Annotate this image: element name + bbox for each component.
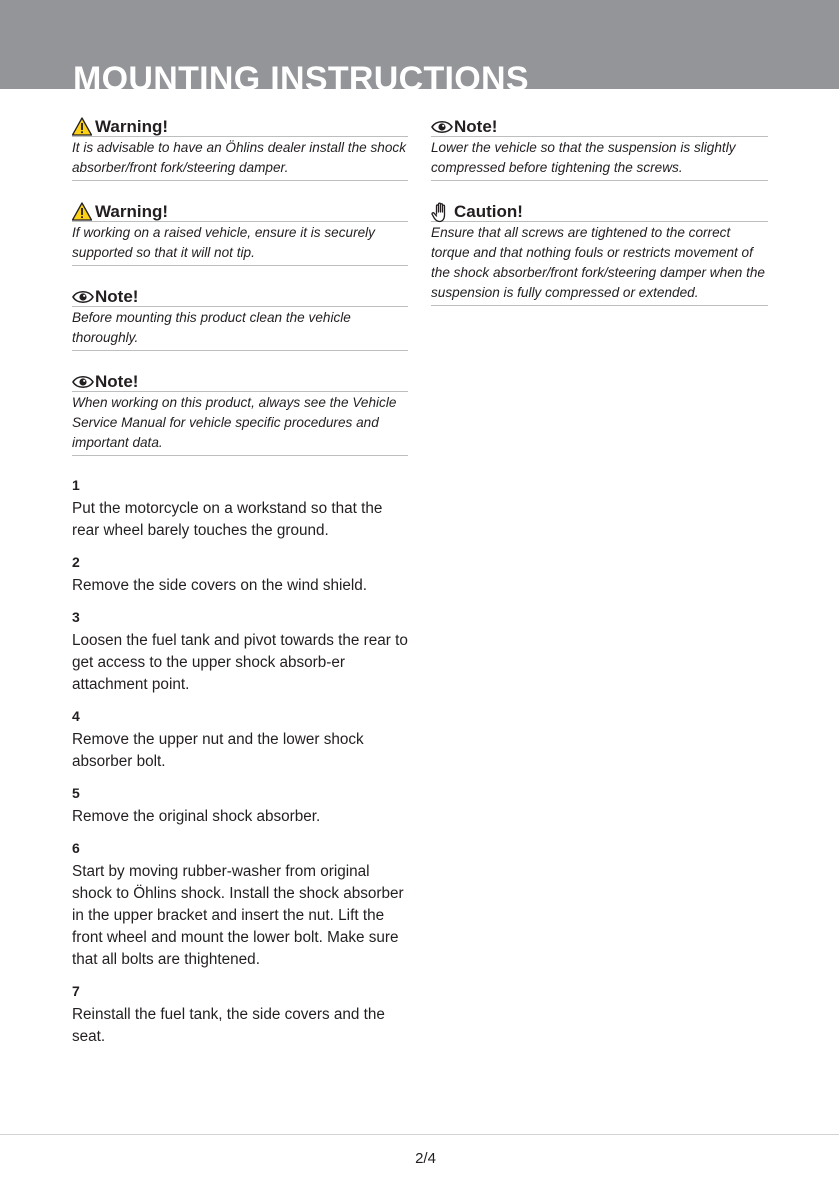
left-column <box>72 116 408 1059</box>
eye-icon <box>72 372 92 391</box>
notice-text: When working on this product, always see the Vehicle Service Manual for vehicle specific procedures and important data. <box>72 392 408 456</box>
eye-icon <box>431 117 451 136</box>
step-number: 2 <box>72 554 80 570</box>
warning-triangle-icon <box>72 117 92 136</box>
steps-list <box>72 476 408 1048</box>
step-text: Remove the side covers on the wind shield. <box>72 577 368 594</box>
notice-heading <box>431 116 768 137</box>
step-item <box>72 476 408 542</box>
caution-notice <box>431 201 768 306</box>
note-notice <box>72 371 408 456</box>
step-number: 4 <box>72 708 80 724</box>
notice-title: Note! <box>454 117 498 136</box>
notice-title: Caution! <box>454 202 523 221</box>
step-item <box>72 784 408 828</box>
step-item <box>72 707 408 773</box>
warning-triangle-icon <box>72 202 92 221</box>
step-text: Put the motorcycle on a workstand so that the rear wheel barely touches the ground. <box>72 500 383 539</box>
step-text: Remove the original shock absorber. <box>72 808 321 825</box>
page-title: MOUNTING INSTRUCTIONS <box>73 60 529 89</box>
header-band <box>0 0 839 89</box>
step-number: 5 <box>72 785 80 801</box>
footer-divider <box>0 1134 839 1135</box>
notice-heading <box>72 116 408 137</box>
step-text: Reinstall the fuel tank, the side covers and the seat. <box>72 1006 385 1045</box>
step-number: 6 <box>72 840 80 856</box>
right-column <box>431 116 768 326</box>
step-text: Remove the upper nut and the lower shock absorber bolt. <box>72 731 364 770</box>
page-number: 2/4 <box>415 1150 436 1167</box>
notice-title: Warning! <box>95 202 169 221</box>
notice-heading <box>431 201 768 222</box>
step-item <box>72 839 408 971</box>
notice-title: Note! <box>95 372 139 391</box>
notice-text: Lower the vehicle so that the suspension is slightly compressed before tightening the screws. <box>431 137 768 181</box>
step-number: 1 <box>72 477 80 493</box>
notice-text: It is advisable to have an Öhlins dealer install the shock absorber/front fork/steering damper. <box>72 137 408 181</box>
step-number: 7 <box>72 983 80 999</box>
eye-icon <box>72 287 92 306</box>
step-item <box>72 608 408 696</box>
step-item <box>72 982 408 1048</box>
notice-text: Ensure that all screws are tightened to the correct torque and that nothing fouls or restricts movement of the shock absorber/front fork/steering damper when the suspension is fully compressed or extended. <box>431 222 768 306</box>
warning-notice <box>72 201 408 266</box>
notice-title: Warning! <box>95 117 169 136</box>
notice-text: If working on a raised vehicle, ensure it is securely supported so that it will not tip. <box>72 222 408 266</box>
hand-icon <box>431 202 451 221</box>
warning-notice <box>72 116 408 181</box>
note-notice <box>72 286 408 351</box>
step-text: Start by moving rubber-washer from original shock to Öhlins shock. Install the shock absorber in the upper bracket and insert the nut. Lift the front wheel and mount the lower bolt. Make sure that all bolts are thightened. <box>72 863 404 968</box>
notice-heading <box>72 371 408 392</box>
notice-title: Note! <box>95 287 139 306</box>
step-number: 3 <box>72 609 80 625</box>
notice-heading <box>72 201 408 222</box>
notice-heading <box>72 286 408 307</box>
step-item <box>72 553 408 597</box>
note-notice <box>431 116 768 181</box>
step-text: Loosen the fuel tank and pivot towards the rear to get access to the upper shock absorb-er attachment point. <box>72 632 408 693</box>
notice-text: Before mounting this product clean the vehicle thoroughly. <box>72 307 408 351</box>
